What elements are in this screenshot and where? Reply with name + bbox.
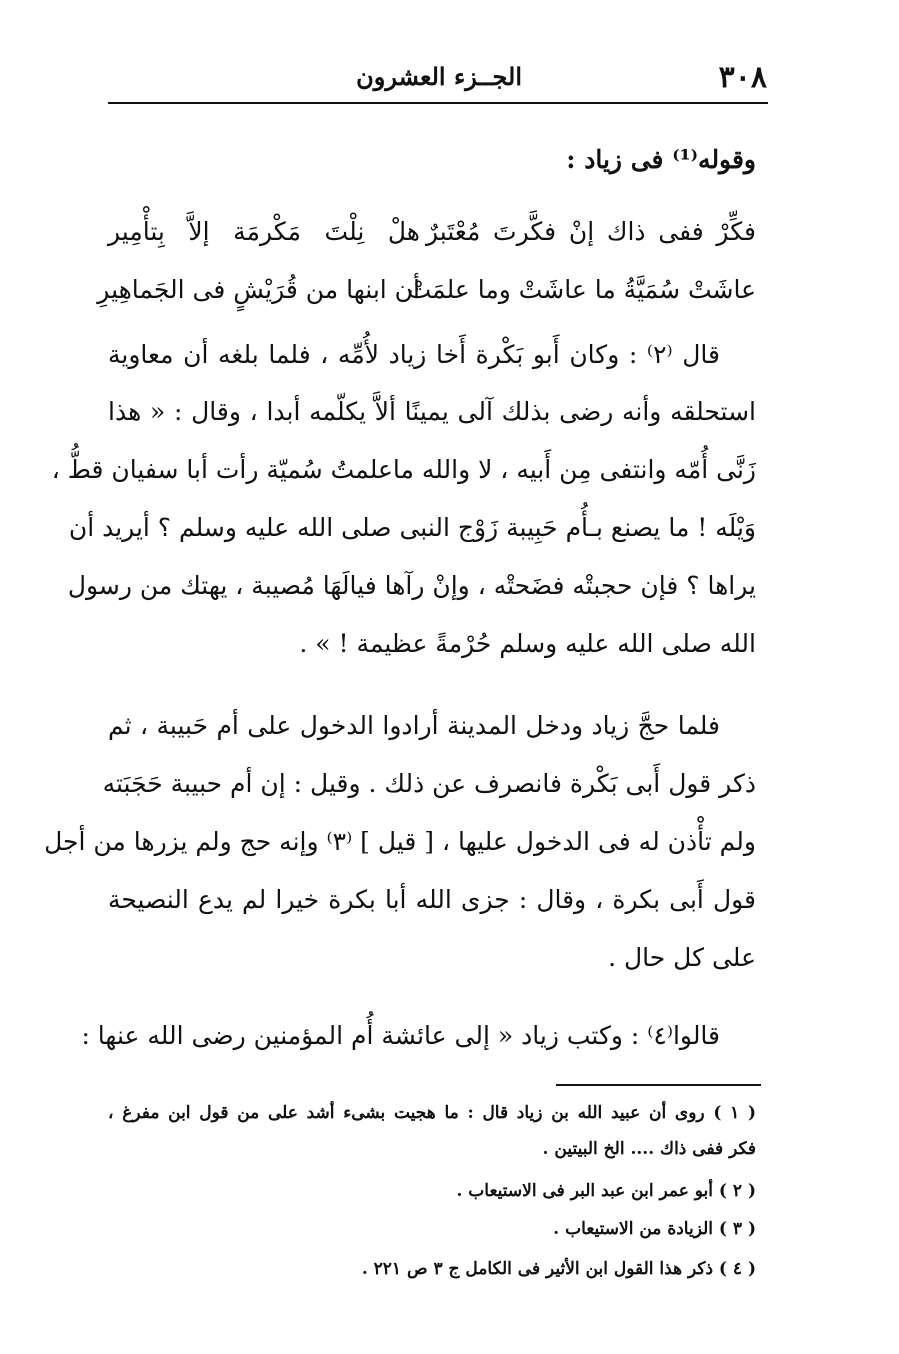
- poem-verse-2-second-hemistich: أن ابنها من قُرَيْشٍ فى الجَماهِيرِ: [97, 275, 420, 304]
- page-header: [110, 60, 767, 100]
- header-rule: [108, 102, 768, 104]
- footnote-3: ( ٣ ) الزيادة من الاستيعاب .: [553, 1219, 756, 1239]
- poem-verse-1-second-hemistich: هلْ نِلْتَ مَكْرمَة إلاَّ بِتأْمِير: [108, 217, 420, 246]
- footnote-1-continuation: فكر ففى ذاك .... الخ البيتين .: [542, 1139, 756, 1159]
- poem-verse-1-first-hemistich: فكِّرْ ففى ذاك إنْ فكَّرتَ مُعْتَبرٌ: [426, 217, 756, 246]
- paragraph-1-line-3: زَنَّى أُمّه وانتفى مِن أَبيه ، لا والله ماعلمتُ سُميّة رأت أبا سفيان قطُّ ،: [51, 455, 756, 484]
- intro-line: وقوله⁽¹⁾ فى زياد :: [566, 145, 756, 174]
- running-title: الجــزء العشرون: [356, 62, 522, 91]
- paragraph-1-line-5: يراها ؟ فإن حجبتْه فضَحتْه ، وإنْ رآها فيالَهَا مُصيبة ، يهتك من رسول: [67, 571, 756, 600]
- paragraph-2-line-1: فلما حجَّ زياد ودخل المدينة أرادوا الدخول على أم حَبيبة ، ثم: [108, 711, 720, 740]
- paragraph-2-line-5: على كل حال .: [608, 943, 756, 972]
- paragraph-1-line-2: استحلقه وأنه رضى بذلك آلى يمينًا ألاَّ يكلّمه أبدا ، وقال : « هذا: [108, 397, 756, 426]
- footnote-rule: [556, 1084, 761, 1086]
- paragraph-1-line-4: وَيْلَه ! ما يصنع بـأُم حَبِيبة زَوْج النبى صلى الله عليه وسلم ؟ أيريد أن: [68, 513, 756, 542]
- footnote-1: ( ١ ) روى أن عبيد الله بن زياد قال : ما هجيت بشىء أشد على من قول ابن مفرغ ،: [108, 1103, 756, 1123]
- poem-verse-2-first-hemistich: عاشَتْ سُمَيَّةُ ما عاشَتْ وما علمَتْ: [407, 275, 756, 304]
- footnote-2: ( ٢ ) أبو عمر ابن عبد البر فى الاستيعاب .: [456, 1181, 756, 1201]
- paragraph-1-line-1: قال ⁽٢⁾ : وكان أَبو بَكْرة أَخا زياد لأُمِّه ، فلما بلغه أن معاوية: [108, 340, 721, 369]
- paragraph-1-line-6: الله صلى الله عليه وسلم حُرْمةً عظيمة ! » .: [299, 629, 756, 658]
- paragraph-3-line-1: قالوا⁽٤⁾ : وكتب زياد « إلى عائشة أُم المؤمنين رضى الله عنها :: [81, 1021, 720, 1050]
- footnote-4: ( ٤ ) ذكر هذا القول ابن الأثير فى الكامل ج ٣ ص ٢٢١ .: [361, 1259, 756, 1279]
- paragraph-2-line-3: ولم تأْذن له فى الدخول عليها ، [ قيل ] ⁽٣⁾ وإنه حج ولم يزرها من أجل: [44, 827, 756, 856]
- paragraph-2-line-2: ذكر قول أَبى بَكْرة فانصرف عن ذلك . وقيل : إن أم حبيبة حَجَبَته: [102, 769, 756, 798]
- page-number: ٣٠٨: [718, 60, 767, 95]
- paragraph-2-line-4: قول أَبى بكرة ، وقال : جزى الله أبا بكرة خيرا لم يدع النصيحة: [108, 885, 756, 914]
